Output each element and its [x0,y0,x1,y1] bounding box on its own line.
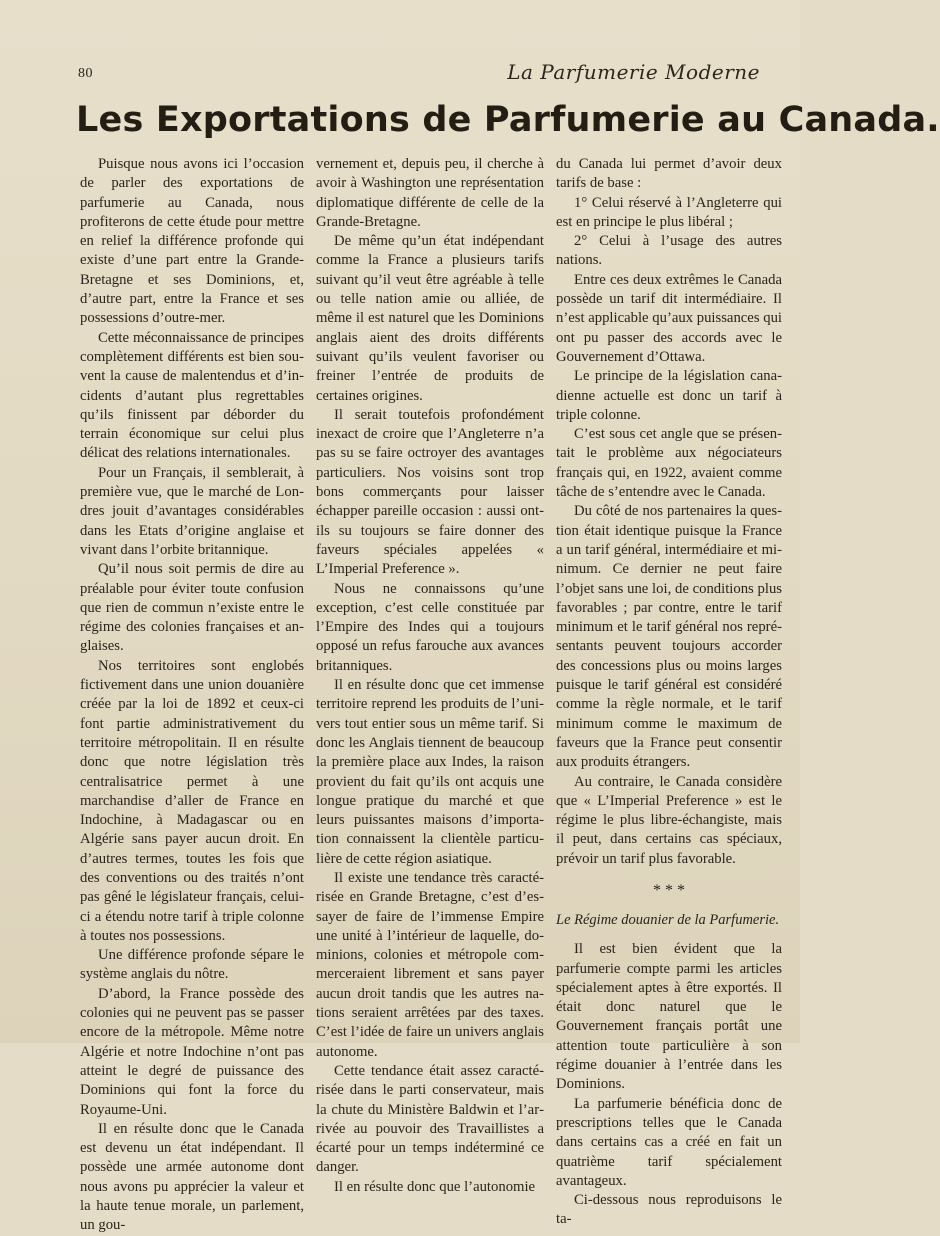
paragraph: Puisque nous avons ici l’occasion de parler des exportations de parfumerie au Canada, nous profiterons de cette étude pour mettre en relief la différence profonde qui existe d’une part entre la Grande-Bretagne et ses Dominions, et, d’autre part, entre la France et ses possessions d’outre-mer. [80,156,304,327]
article-title: Les Exportations de Parfumerie au Canada. [76,100,940,140]
asterism: * * * [653,881,685,899]
paragraph: Il est bien évident que la parfumerie compte parmi les articles spécialement aptes à être exportés. Il était donc naturel que le Gouvernement français portât une attention toute particulière à son régime douanier à l’entrée dans les Dominions. [556,941,782,1093]
paragraph: Du côté de nos partenaires la question était identique puisque la France a un tarif général, intermédiaire et minimum. Ce dernier ne peut faire l’objet sans une loi, de conditions plus favorables ; par contre, entre le tarif minimum et le tarif général nos représentants peuvent toujours accorder des concessions plus ou moins larges puisque le tarif général est considéré comme la règle normale, et le tarif minimum comme le maximum de faveurs que la France peut consentir aux produits étrangers. [556,503,782,771]
column-3 [556,155,782,1230]
paragraph: Nos territoires sont englobés fictivement dans une union douanière créée par la loi de 1892 et ceux-ci font partie administrativement du territoire métropolitain. Il en résulte donc que notre législation très centralisatrice permet à une marchandise d’aller de France en Indochine, à Madagascar ou en Algérie sans payer aucun droit. En d’autres termes, toutes les fois que des conventions ou des traités n’ont pas gêné le législateur français, celui-ci a étendu notre tarif à triple colonne à toutes nos possessions. [80,657,304,944]
paragraph: De même qu’un état indépendant comme la France a plusieurs tarifs suivant qu’il veut être agréable à telle ou telle nation amie ou alliée, de même il est naturel que les Dominions anglais aient des droits différents suivant qu’ils veulent favoriser ou freiner l’entrée de produits de certaines origines. [316,233,544,404]
paragraph: Ci-dessous nous reproduisons le ta- [556,1192,782,1228]
paragraph: Nous ne connaissons qu’une exception, c’est celle constituée par l’Empire des Indes qui a toujours opposé un refus farouche aux avances britanniques. [316,580,544,674]
paragraph: Il en résulte donc que l’autonomie [334,1178,536,1195]
list-item: 1° Celui réservé à l’Angleterre qui est en principe le plus libéral ; [556,194,782,230]
running-head: La Parfumerie Moderne [507,60,760,84]
list-item: 2° Celui à l’usage des autres nations. [556,233,782,269]
paragraph: Il existe une tendance très caractérisée en Grande Bretagne, c’est d’essayer de faire de l’immense Empire une unité à l’intérieur de laquelle, dominions, colonies et métropole commerceraient librement et sans payer aucun droit tandis que les autres nations seraient arrêtées par des taxes. C’est l’idée de faire un univers anglais autonome. [316,869,544,1060]
paragraph: D’abord, la France possède des colonies qui ne peuvent pas se passer encore de la métropole. Même notre Algérie et notre Indochine n’ont pas atteint le degré de puissance des Dominions qui font la force du Royaume-Uni. [80,985,304,1118]
paragraph: du Canada lui permet d’avoir deux tarifs de base : [556,156,782,192]
paragraph: Qu’il nous soit permis de dire au préalable pour éviter toute confusion que rien de commun n’existe entre le régime des colonies françaises et anglaises. [80,561,304,655]
paragraph: C’est sous cet angle que se présentait le problème aux négociateurs français qui, en 1922, avaient comme tâche de s’entendre avec le Canada. [556,426,782,501]
page-number: 80 [78,66,93,81]
paragraph: Une différence profonde sépare le système anglais du nôtre. [80,947,304,983]
paragraph: Il en résulte donc que cet immense territoire reprend les produits de l’univers tout entier sous un même tarif. Si donc les Anglais tiennent de beaucoup la première place aux Indes, la raison provient du fait qu’ils ont acquis une longue pratique du marché et que leurs puissantes maisons d’importation connaissent la clientèle particulière de cette région asiatique. [316,677,544,867]
paragraph: Il serait toutefois profondément inexact de croire que l’Angleterre n’a pas su se faire octroyer des avantages particuliers. Nos voisins sont trop bons commerçants pour laisser échapper pareille occasion : aussi ont-ils su toujours se faire donner des faveurs spéciales appelées « L’Imperial Preference ». [316,406,544,578]
column-1 [80,155,304,1236]
paragraph: La parfumerie bénéficia donc de prescriptions telles que le Canada dans certains cas a créé en fait un quatrième tarif spécialement avantageux. [556,1095,782,1189]
paragraph: Au contraire, le Canada considère que « L’Imperial Preference » est le régime le plus libre-échangiste, mais il peut, dans certains cas spéciaux, prévoir un tarif plus favorable. [556,773,782,867]
paragraph: Il en résulte donc que le Canada est devenu un état indépendant. Il possède une armée autonome dont nous avons pu apprécier la valeur et la haute tenue morale, un parlement, un gou- [80,1120,304,1234]
column-2 [316,155,544,1197]
paragraph: Le principe de la législation canadienne actuelle est donc un tarif à triple colonne. [556,368,782,423]
paragraph: Entre ces deux extrêmes le Canada possède un tarif dit intermédiaire. Il n’est applicable qu’aux puissances qui ont pu passer des accords avec le Gouvernement d’Ottawa. [556,271,782,365]
paragraph: Cette méconnaissance de principes complètement différents est bien souvent la cause de malentendus et d’incidents d’autant plus regrettables qu’ils finissent par déborder du terrain économique sur celui plus délicat des relations internationales. [80,329,304,462]
paragraph: Cette tendance était assez caractérisée dans le parti conservateur, mais la chute du Ministère Baldwin et l’arrivée au pouvoir des Travaillistes a écarté pour un temps indéterminé ce danger. [316,1062,544,1176]
section-heading: Le Régime douanier de la Parfumerie. [556,911,780,928]
paragraph: Pour un Français, il semblerait, à première vue, que le marché de Londres jouit d’avantages considérables dans les Etats d’origine anglaise et vivant dans l’orbite britannique. [80,464,304,558]
paragraph: vernement et, depuis peu, il cherche à avoir à Washington une représentation diplomatique différente de celle de la Grande-Bretagne. [316,156,544,230]
